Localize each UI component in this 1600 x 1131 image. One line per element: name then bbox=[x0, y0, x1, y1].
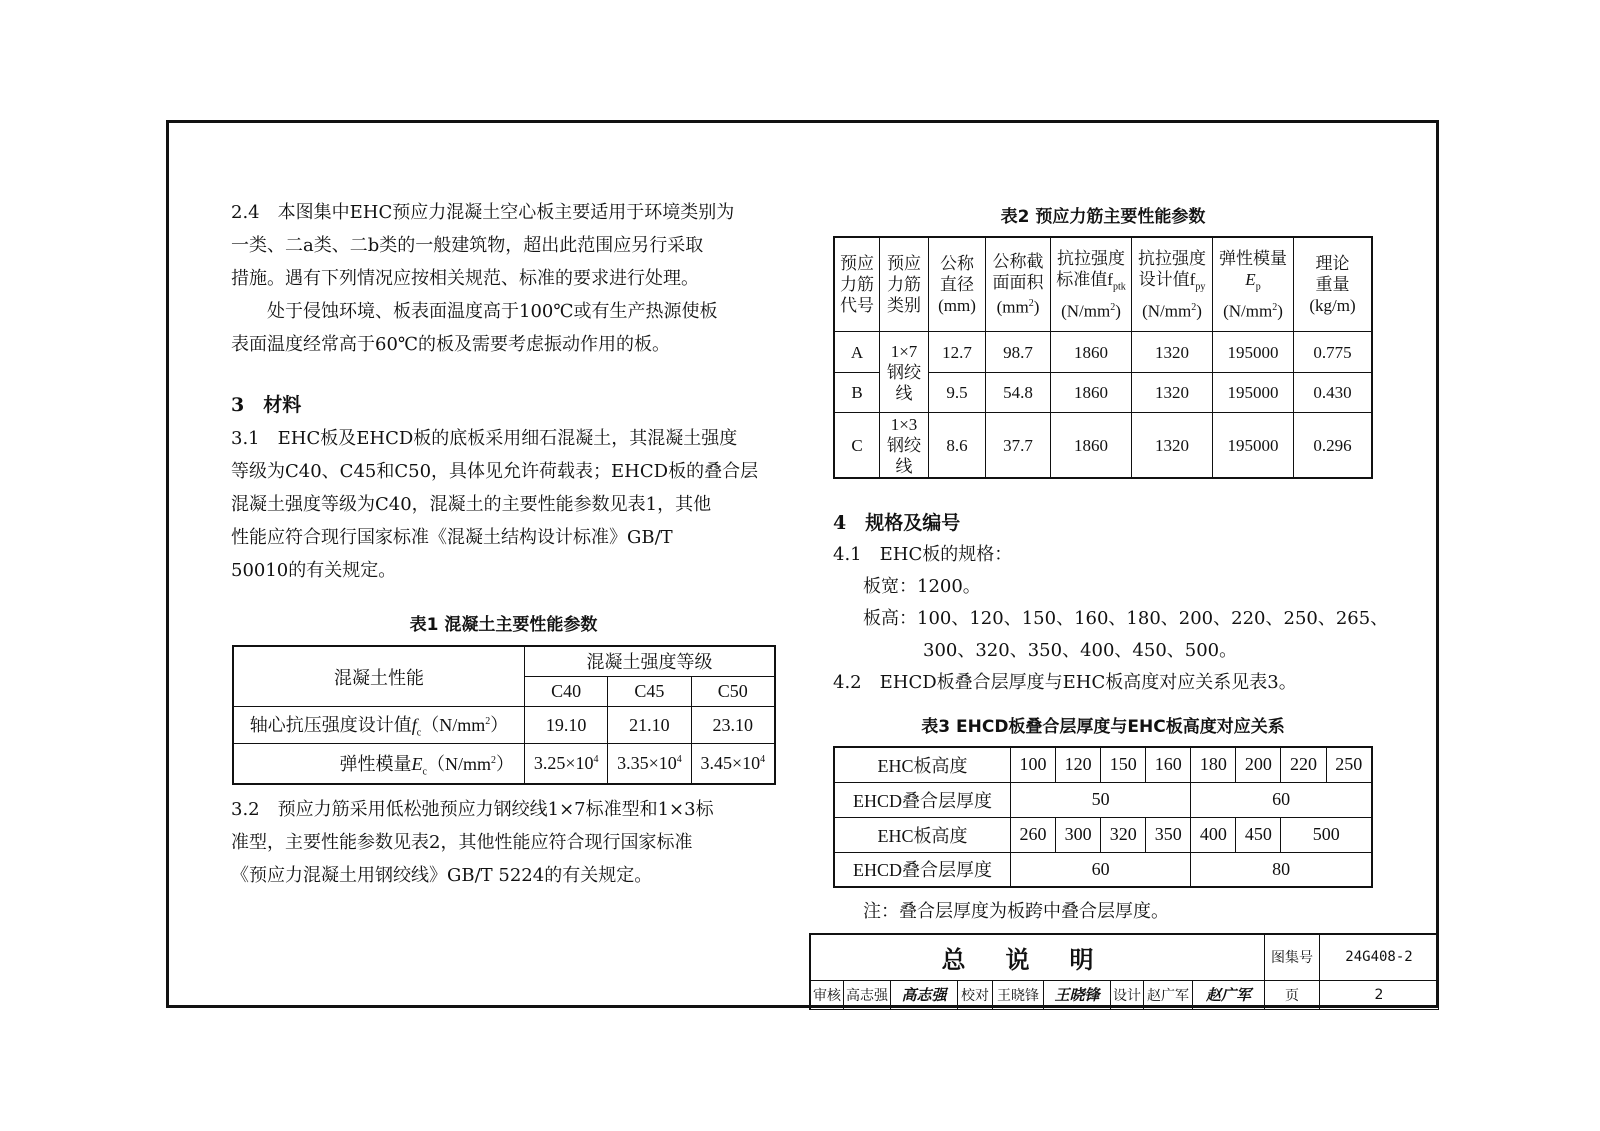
page-label: 页 bbox=[1265, 980, 1320, 1009]
title-block bbox=[809, 933, 1439, 1008]
t2-b-weight: 0.430 bbox=[1294, 372, 1373, 412]
t2-a-weight: 0.775 bbox=[1294, 332, 1373, 372]
section-4-1: 4.1 EHC板的规格： bbox=[833, 544, 1013, 565]
t2-c-weight: 0.296 bbox=[1294, 413, 1373, 478]
t2-c-code: C bbox=[834, 413, 880, 478]
designer-signature: 赵广军 bbox=[1193, 980, 1265, 1009]
section-4-2: 4.2 EHCD板叠合层厚度与EHC板高度对应关系见表3。 bbox=[833, 672, 1297, 693]
t3-label-height-2: EHC板高度 bbox=[834, 817, 1011, 852]
table2-caption: 表2 预应力筋主要性能参数 bbox=[1000, 207, 1206, 227]
t2-row-c bbox=[834, 413, 1372, 478]
t2-type-1x3: 1×3 钢绞线 bbox=[880, 413, 929, 478]
t1-header-property: 混凝土性能 bbox=[233, 646, 525, 707]
section-3-1-line2: 等级为C40、C45和C50，具体见允许荷载表；EHCD板的叠合层 bbox=[231, 461, 759, 482]
t3-h-450: 450 bbox=[1236, 817, 1281, 852]
section-2-4-line2: 一类、二a类、二b类的一般建筑物，超出此范围应另行采取 bbox=[231, 235, 704, 256]
t1-ec-c45: $3.35\times 10^4$ bbox=[608, 743, 691, 784]
t3-thick-80: 80 bbox=[1191, 852, 1372, 887]
section-3-2-line2: 准型，主要性能参数见表2，其他性能应符合现行国家标准 bbox=[231, 832, 693, 853]
checker-name: 王晓锋 bbox=[993, 980, 1044, 1009]
heading-materials: 3 材料 bbox=[231, 394, 302, 416]
right-column bbox=[833, 507, 1393, 699]
checker-signature: 王晓锋 bbox=[1044, 980, 1111, 1009]
t3-h-350: 350 bbox=[1146, 817, 1191, 852]
reviewer-signature: 高志强 bbox=[891, 980, 958, 1009]
t1-ec-c40: $3.25\times 10^4$ bbox=[525, 743, 608, 784]
t2-b-fpy: 1320 bbox=[1132, 372, 1213, 412]
t2-type-1x7: 1×7 钢绞线 bbox=[880, 332, 929, 413]
t1-grade-c50: C50 bbox=[691, 676, 775, 706]
review-label: 审核 bbox=[810, 980, 844, 1009]
section-3-1-line1: 3.1 EHC板及EHCD板的底板采用细石混凝土，其混凝土强度 bbox=[231, 428, 738, 449]
atlas-number-label: 图集号 bbox=[1265, 934, 1320, 980]
t2-header-code: 预应 力筋 代号 bbox=[834, 237, 880, 332]
t2-b-code: B bbox=[834, 372, 880, 412]
t3-h-500: 500 bbox=[1281, 817, 1372, 852]
t3-h-260: 260 bbox=[1011, 817, 1056, 852]
t2-a-fptk: 1860 bbox=[1051, 332, 1132, 372]
t2-header-fptk: 抗拉强度 标准值$f_{ptk}$ $(N/mm^2)$ bbox=[1051, 237, 1132, 332]
t2-a-d: 12.7 bbox=[929, 332, 986, 372]
t3-h-120: 120 bbox=[1056, 747, 1101, 782]
t3-h-250: 250 bbox=[1326, 747, 1372, 782]
section-3-1-line4: 性能应符合现行国家标准《混凝土结构设计标准》GB/T bbox=[231, 527, 673, 548]
section-2-4b-line2: 表面温度经常高于60℃的板及需要考虑振动作用的板。 bbox=[231, 334, 671, 355]
t3-label-thick-1: EHCD叠合层厚度 bbox=[834, 782, 1011, 817]
t2-c-ep: 195000 bbox=[1213, 413, 1294, 478]
t3-h-200: 200 bbox=[1236, 747, 1281, 782]
t2-header-diameter: 公称 直径 (mm) bbox=[929, 237, 986, 332]
t1-ec-c50: $3.45\times 10^4$ bbox=[691, 743, 775, 784]
design-label: 设计 bbox=[1111, 980, 1144, 1009]
t3-h-150: 150 bbox=[1101, 747, 1146, 782]
section-3-1-line3: 混凝土强度等级为C40，混凝土的主要性能参数见表1，其他 bbox=[231, 494, 712, 515]
t3-h-320: 320 bbox=[1101, 817, 1146, 852]
t3-h-300: 300 bbox=[1056, 817, 1101, 852]
t2-row-a bbox=[834, 332, 1372, 372]
t1-header-grade: 混凝土强度等级 bbox=[525, 646, 776, 676]
section-2-4-line3: 措施。遇有下列情况应按相关规范、标准的要求进行处理。 bbox=[231, 268, 699, 289]
designer-name: 赵广军 bbox=[1144, 980, 1193, 1009]
drawing-title: 总说明 bbox=[810, 934, 1265, 980]
t1-grade-c40: C40 bbox=[525, 676, 608, 706]
table3-thickness bbox=[833, 746, 1373, 888]
t2-header-type: 预应 力筋 类别 bbox=[880, 237, 929, 332]
t1-fc-c40: 19.10 bbox=[525, 707, 608, 744]
t2-c-d: 8.6 bbox=[929, 413, 986, 478]
section-2-4b-line1: 处于侵蚀环境、板表面温度高于100℃或有生产热源使板 bbox=[267, 301, 718, 322]
t2-b-area: 54.8 bbox=[986, 372, 1051, 412]
t2-a-fpy: 1320 bbox=[1132, 332, 1213, 372]
t3-h-100: 100 bbox=[1011, 747, 1056, 782]
t2-c-fptk: 1860 bbox=[1051, 413, 1132, 478]
t1-row-ec-label: 弹性模量$E_c(N/mm^2)$ bbox=[233, 743, 525, 784]
t3-h-220: 220 bbox=[1281, 747, 1326, 782]
t2-header-fpy: 抗拉强度 设计值$f_{py}$ $(N/mm^2)$ bbox=[1132, 237, 1213, 332]
t2-b-d: 9.5 bbox=[929, 372, 986, 412]
t3-thick-50: 50 bbox=[1011, 782, 1191, 817]
table1-concrete bbox=[232, 645, 776, 785]
t1-grade-c45: C45 bbox=[608, 676, 691, 706]
t1-fc-c50: 23.10 bbox=[691, 707, 775, 744]
t3-thick-60b: 60 bbox=[1011, 852, 1191, 887]
section-3-2-line3: 《预应力混凝土用钢绞线》GB/T 5224的有关规定。 bbox=[231, 865, 653, 886]
board-height-line2: 300、320、350、400、450、500。 bbox=[923, 640, 1238, 661]
table2-tendon bbox=[833, 236, 1373, 479]
t1-row-fc-label: 轴心抗压强度设计值$f_c(N/mm^2)$ bbox=[233, 707, 525, 744]
section-2-4-line1: 2.4 本图集中EHC预应力混凝土空心板主要适用于环境类别为 bbox=[231, 202, 735, 223]
section-3-2-line1: 3.2 预应力筋采用低松弛预应力钢绞线1×7标准型和1×3标 bbox=[231, 799, 714, 820]
t3-h-400: 400 bbox=[1191, 817, 1236, 852]
heading-specs: 4 规格及编号 bbox=[833, 512, 961, 534]
check-label: 校对 bbox=[958, 980, 993, 1009]
section-3-1-line5: 50010的有关规定。 bbox=[231, 560, 397, 581]
t1-fc-c45: 21.10 bbox=[608, 707, 691, 744]
t3-label-height-1: EHC板高度 bbox=[834, 747, 1011, 782]
t2-b-ep: 195000 bbox=[1213, 372, 1294, 412]
t2-a-code: A bbox=[834, 332, 880, 372]
page-number: 2 bbox=[1320, 980, 1439, 1009]
left-column-lower bbox=[231, 793, 776, 892]
table3-caption: 表3 EHCD板叠合层厚度与EHC板高度对应关系 bbox=[921, 717, 1285, 737]
left-column bbox=[231, 196, 776, 587]
t3-label-thick-2: EHCD叠合层厚度 bbox=[834, 852, 1011, 887]
board-height-line1: 板高：100、120、150、160、180、200、220、250、265、 bbox=[863, 608, 1389, 629]
t2-c-fpy: 1320 bbox=[1132, 413, 1213, 478]
t3-h-180: 180 bbox=[1191, 747, 1236, 782]
t2-header-weight: 理论 重量 (kg/m) bbox=[1294, 237, 1373, 332]
table3-note: 注：叠合层厚度为板跨中叠合层厚度。 bbox=[863, 901, 1169, 922]
table1-caption: 表1 混凝土主要性能参数 bbox=[409, 615, 598, 635]
reviewer-name: 高志强 bbox=[844, 980, 891, 1009]
board-width: 板宽：1200。 bbox=[863, 576, 981, 597]
t2-header-ep: 弹性模量 $E_p$ $(N/mm^2)$ bbox=[1213, 237, 1294, 332]
atlas-number: 24G408-2 bbox=[1320, 934, 1439, 980]
t2-header-area: 公称截 面面积 $(mm^2)$ bbox=[986, 237, 1051, 332]
t2-b-fptk: 1860 bbox=[1051, 372, 1132, 412]
t3-h-160: 160 bbox=[1146, 747, 1191, 782]
t3-thick-60: 60 bbox=[1191, 782, 1372, 817]
t2-c-area: 37.7 bbox=[986, 413, 1051, 478]
t2-a-area: 98.7 bbox=[986, 332, 1051, 372]
t2-a-ep: 195000 bbox=[1213, 332, 1294, 372]
